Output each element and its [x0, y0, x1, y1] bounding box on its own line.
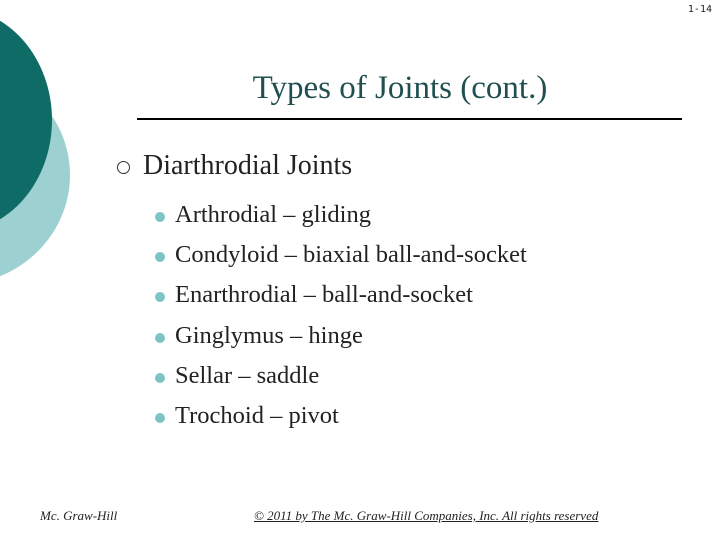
- list-item-text: Trochoid – pivot: [175, 402, 339, 430]
- list-item-text: Ginglymus – hinge: [175, 321, 363, 349]
- filled-circle-bullet-icon: [155, 333, 165, 343]
- filled-circle-bullet-icon: [155, 252, 165, 262]
- filled-circle-bullet-icon: [155, 413, 165, 423]
- list-item-text: Sellar – saddle: [175, 361, 320, 389]
- list-item: [155, 356, 527, 396]
- list-item-text: Enarthrodial – ball-and-socket: [175, 281, 473, 309]
- list-item: [155, 275, 527, 315]
- footer-publisher: Mc. Graw-Hill: [40, 508, 118, 523]
- filled-circle-bullet-icon: [155, 212, 165, 222]
- hollow-circle-bullet-icon: [117, 161, 130, 174]
- list-item: [155, 195, 527, 235]
- filled-circle-bullet-icon: [155, 373, 165, 383]
- main-bullet-text: Diarthrodial Joints: [143, 150, 353, 181]
- filled-circle-bullet-icon: [155, 292, 165, 302]
- title-underline: [137, 118, 682, 120]
- sub-bullet-list: [155, 195, 527, 436]
- page-number: 1-14: [687, 4, 712, 15]
- main-bullet: [117, 150, 352, 182]
- decorative-circles: [0, 0, 120, 300]
- footer-copyright: © 2011 by The Mc. Graw-Hill Companies, Inc. All rights reserved: [254, 508, 599, 523]
- list-item: [155, 316, 527, 356]
- list-item: [155, 396, 527, 436]
- list-item: [155, 235, 527, 275]
- list-item-text: Condyloid – biaxial ball-and-socket: [175, 241, 527, 269]
- slide-title: Types of Joints (cont.): [252, 70, 548, 106]
- list-item-text: Arthrodial – gliding: [175, 201, 371, 229]
